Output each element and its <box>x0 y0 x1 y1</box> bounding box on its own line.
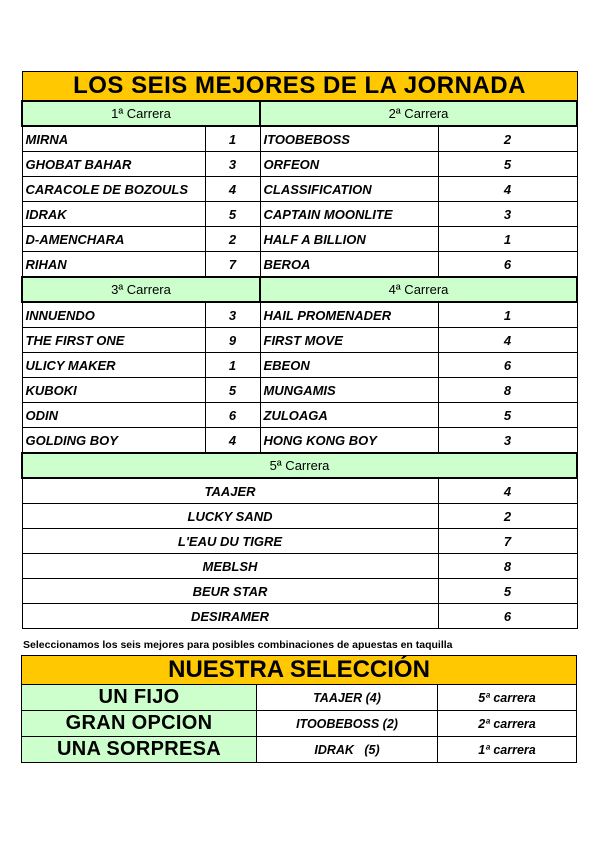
race-5-header: 5ª Carrera <box>22 453 577 478</box>
horse-number: 3 <box>205 302 260 328</box>
horse-number: 2 <box>438 504 577 529</box>
table-row <box>22 328 577 353</box>
table-row <box>22 478 577 504</box>
horse-name: EBEON <box>260 353 438 378</box>
horse-name: L'EAU DU TIGRE <box>22 529 438 554</box>
table-row <box>22 302 577 328</box>
horse-name: FIRST MOVE <box>260 328 438 353</box>
table-row <box>22 428 577 454</box>
horse-number: 4 <box>205 428 260 454</box>
horse-name: TAAJER <box>22 478 438 504</box>
horse-name: MIRNA <box>22 126 205 152</box>
selection-pick: TAAJER (4) <box>257 685 438 711</box>
horse-number: 6 <box>438 353 577 378</box>
table-row <box>22 604 577 629</box>
horse-name: MUNGAMIS <box>260 378 438 403</box>
horse-number: 5 <box>205 202 260 227</box>
horse-number: 8 <box>438 378 577 403</box>
horse-number: 2 <box>438 126 577 152</box>
horse-number: 1 <box>205 126 260 152</box>
horse-name: IDRAK <box>22 202 205 227</box>
race-3-header: 3ª Carrera <box>22 277 260 302</box>
table-row <box>22 202 577 227</box>
race-2-header: 2ª Carrera <box>260 101 577 126</box>
table-row <box>22 378 577 403</box>
race-4-header: 4ª Carrera <box>260 277 577 302</box>
horse-name: INNUENDO <box>22 302 205 328</box>
horse-number: 6 <box>438 604 577 629</box>
table-row <box>22 353 577 378</box>
horse-name: D-AMENCHARA <box>22 227 205 252</box>
selection-race: 2ª carrera <box>438 711 577 737</box>
horse-name: ZULOAGA <box>260 403 438 428</box>
horse-number: 6 <box>205 403 260 428</box>
selection-title: NUESTRA SELECCIÓN <box>22 656 577 685</box>
page-title: LOS SEIS MEJORES DE LA JORNADA <box>22 72 577 102</box>
table-row <box>22 554 577 579</box>
horse-number: 1 <box>438 302 577 328</box>
horse-name: CLASSIFICATION <box>260 177 438 202</box>
horse-name: HAIL PROMENADER <box>260 302 438 328</box>
horse-number: 3 <box>438 428 577 454</box>
selection-pick: ITOOBEBOSS (2) <box>257 711 438 737</box>
table-row <box>22 504 577 529</box>
horse-name: KUBOKI <box>22 378 205 403</box>
horse-name: THE FIRST ONE <box>22 328 205 353</box>
table-row <box>22 152 577 177</box>
selection-label: GRAN OPCION <box>22 711 257 737</box>
horse-number: 6 <box>438 252 577 278</box>
horse-name: ITOOBEBOSS <box>260 126 438 152</box>
races-table <box>21 71 578 629</box>
horse-number: 3 <box>438 202 577 227</box>
selection-label: UN FIJO <box>22 685 257 711</box>
horse-number: 1 <box>205 353 260 378</box>
selection-row <box>22 685 577 711</box>
horse-name: GHOBAT BAHAR <box>22 152 205 177</box>
horse-number: 3 <box>205 152 260 177</box>
selection-table <box>21 655 577 763</box>
selection-race: 5ª carrera <box>438 685 577 711</box>
horse-number: 5 <box>438 579 577 604</box>
horse-number: 4 <box>438 177 577 202</box>
selection-row <box>22 711 577 737</box>
horse-name: ULICY MAKER <box>22 353 205 378</box>
table-row <box>22 177 577 202</box>
horse-number: 9 <box>205 328 260 353</box>
selection-note: Seleccionamos los seis mejores para posibles combinaciones de apuestas en taquilla <box>23 639 453 651</box>
horse-number: 7 <box>438 529 577 554</box>
horse-number: 1 <box>438 227 577 252</box>
horse-name: HONG KONG BOY <box>260 428 438 454</box>
horse-number: 8 <box>438 554 577 579</box>
horse-name: ODIN <box>22 403 205 428</box>
table-row <box>22 529 577 554</box>
horse-number: 5 <box>205 378 260 403</box>
selection-label: UNA SORPRESA <box>22 737 257 763</box>
table-row <box>22 403 577 428</box>
horse-name: RIHAN <box>22 252 205 278</box>
table-row <box>22 227 577 252</box>
horse-number: 2 <box>205 227 260 252</box>
horse-number: 4 <box>205 177 260 202</box>
horse-name: HALF A BILLION <box>260 227 438 252</box>
horse-number: 5 <box>438 152 577 177</box>
horse-name: LUCKY SAND <box>22 504 438 529</box>
selection-row <box>22 737 577 763</box>
race-1-header: 1ª Carrera <box>22 101 260 126</box>
horse-name: ORFEON <box>260 152 438 177</box>
selection-race: 1ª carrera <box>438 737 577 763</box>
horse-number: 7 <box>205 252 260 278</box>
horse-name: BEROA <box>260 252 438 278</box>
table-row <box>22 126 577 152</box>
horse-name: CAPTAIN MOONLITE <box>260 202 438 227</box>
horse-name: DESIRAMER <box>22 604 438 629</box>
table-row <box>22 252 577 278</box>
horse-name: CARACOLE DE BOZOULS <box>22 177 205 202</box>
horse-name: BEUR STAR <box>22 579 438 604</box>
horse-name: MEBLSH <box>22 554 438 579</box>
horse-name: GOLDING BOY <box>22 428 205 454</box>
horse-number: 4 <box>438 328 577 353</box>
table-row <box>22 579 577 604</box>
horse-number: 4 <box>438 478 577 504</box>
horse-number: 5 <box>438 403 577 428</box>
selection-pick: IDRAK (5) <box>257 737 438 763</box>
